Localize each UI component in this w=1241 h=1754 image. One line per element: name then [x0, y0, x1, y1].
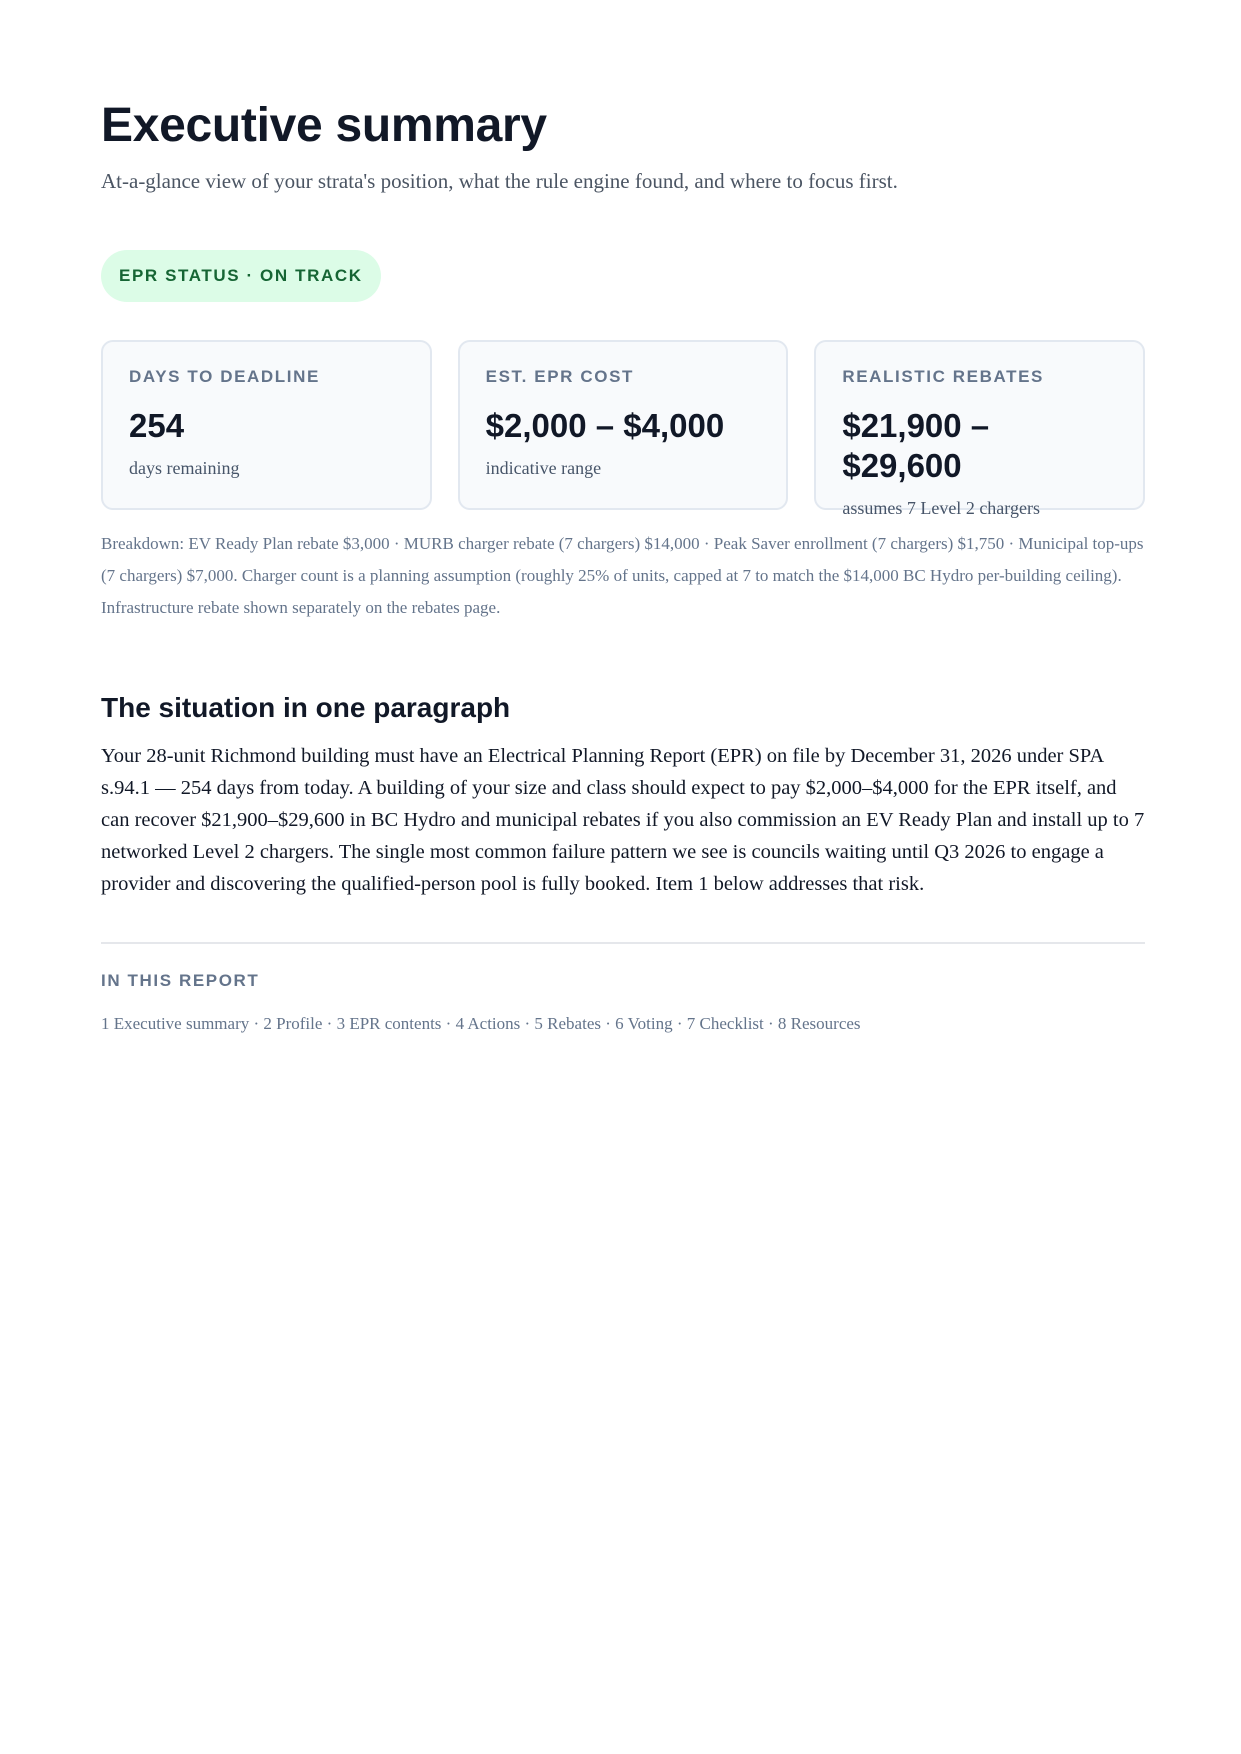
page-subtitle: At-a-glance view of your strata's position, what the rule engine found, and where to focus first. — [101, 169, 898, 193]
epr-status-badge: EPR STATUS · ON TRACK — [101, 250, 381, 302]
epr-cost-card — [458, 340, 789, 510]
situation-paragraph: Your 28-unit Richmond building must have an Electrical Planning Report (EPR) on file by December 31, 2026 under SPA s.94.1 — 254 days from today. A building of your size and class should expect to pay $2,000–$4,000 for the EPR itself, and can recover $21,900–$29,600 in BC Hydro and municipal rebates if you also commission an EV Ready Plan and install up to 7 networked Level 2 chargers. The single most common failure pattern we see is councils waiting until Q3 2026 to engage a provider and discovering the qualified-person pool is fully booked. Item 1 below addresses that risk. — [101, 745, 1145, 895]
days-to-deadline-card — [101, 340, 432, 510]
summary-cards — [101, 340, 1145, 518]
card-value: $2,000 – $4,000 — [485, 407, 725, 444]
card-value: $21,900 – $29,600 — [842, 407, 990, 484]
section-divider — [101, 942, 1145, 944]
card-note: days remaining — [129, 458, 240, 478]
card-note: assumes 7 Level 2 chargers — [842, 498, 1040, 518]
card-label: REALISTIC REBATES — [842, 367, 1044, 386]
situation-heading: The situation in one paragraph — [101, 692, 511, 723]
toc-heading: IN THIS REPORT — [101, 971, 260, 990]
card-note: indicative range — [485, 458, 602, 478]
page-title: Executive summary — [101, 99, 547, 152]
report-page — [101, 96, 1145, 1036]
rebates-card — [814, 340, 1145, 518]
toc-list: 1 Executive summary · 2 Profile · 3 EPR contents · 4 Actions · 5 Rebates · 6 Voting · 7 Checklist · 8 Resources — [101, 1014, 861, 1033]
card-value: 254 — [129, 407, 185, 444]
rebate-breakdown-note: Breakdown: EV Ready Plan rebate $3,000 · MURB charger rebate (7 chargers) $14,000 · Peak Saver enrollment (7 chargers) $1,750 · Municipal top-ups (7 chargers) $7,000. Charger count is a planning assumption (roughly 25% of units, capped at 7 to match the $14,000 BC Hydro per-building ceiling). Infrastructure rebate shown separately on the rebates page. — [101, 534, 1144, 617]
card-label: EST. EPR COST — [485, 367, 634, 386]
card-label: DAYS TO DEADLINE — [129, 367, 320, 386]
